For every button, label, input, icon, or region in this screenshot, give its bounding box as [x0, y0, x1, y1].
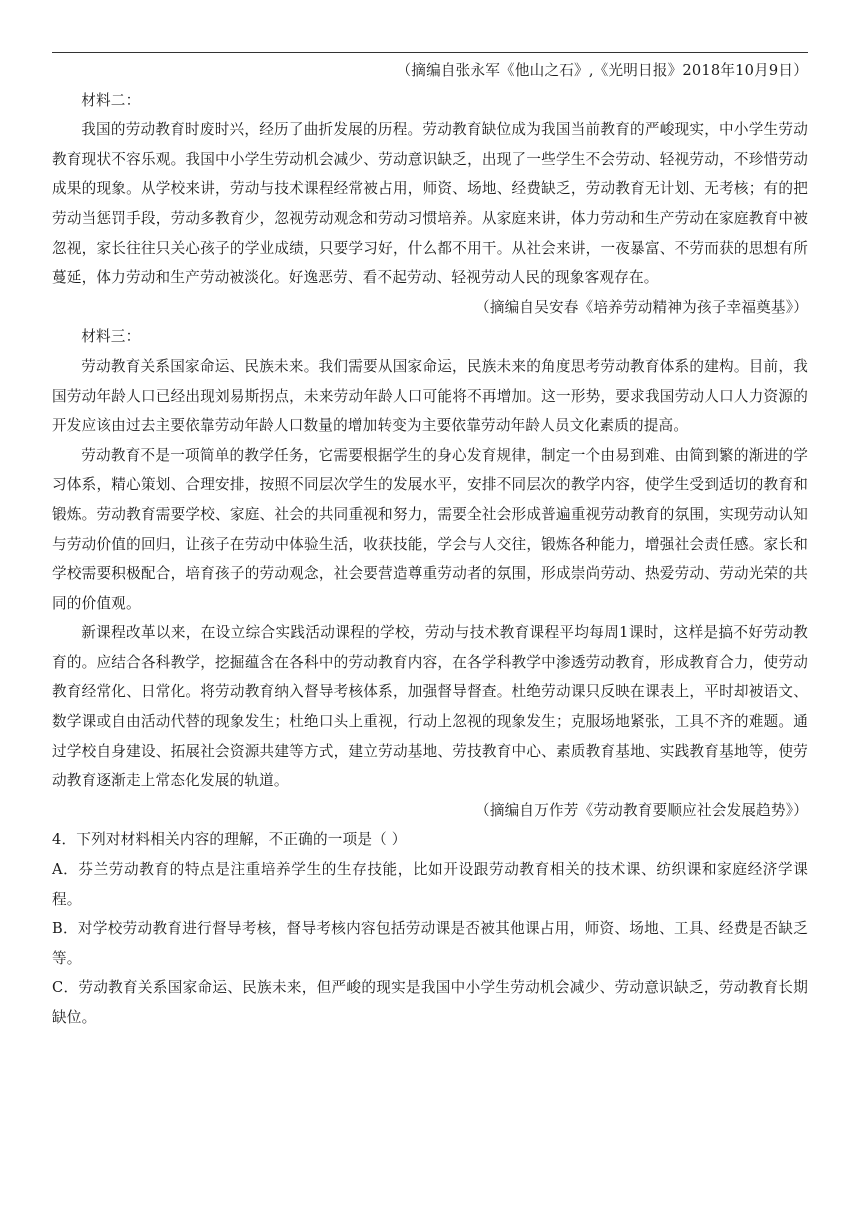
material-2-label: 材料二： — [81, 91, 141, 109]
material-2-paragraph: 我国的劳动教育时废时兴，经历了曲折发展的历程。劳动教育缺位成为我国当前教育的严峻现实，中小学生劳动教育现状不容乐观。我国中小学生劳动机会减少、劳动意识缺乏，出现了一些学生不会劳动、轻视劳动，不珍惜劳动成果的现象。从学校来讲，劳动与技术课程经常被占用，师资、场地、经费缺乏，劳动教育无计划、无考核；有的把劳动当惩罚手段，劳动多教育少，忽视劳动观念和劳动习惯培养。从家庭来讲，体力劳动和生产劳动在家庭教育中被忽视，家长往往只关心孩子的学业成绩，只要学习好，什么都不用干。从社会来讲，一夜暴富、不劳而获的思想有所蔓延，体力劳动和生产劳动被淡化。好逸恶劳、看不起劳动、轻视劳动人民的现象客观存在。 — [52, 121, 808, 287]
material-3-paragraph: 新课程改革以来，在设立综合实践活动课程的学校，劳动与技术教育课程平均每周1课时，这样是搞不好劳动教育的。应结合各科教学，挖掘蕴含在各科中的劳动教育内容，在各学科教学中渗透劳动教育，形成教育合力，使劳动教育经常化、日常化。将劳动教育纳入督导考核体系，加强督导督查。杜绝劳动课只反映在课表上，平时却被语文、数学课或自由活动代替的现象发生；杜绝口头上重视，行动上忽视的现象发生；克服场地紧张，工具不齐的难题。通过学校自身建设、拓展社会资源共建等方式，建立劳动基地、劳技教育中心、素质教育基地、实践教育基地等，使劳动教育逐渐走上常态化发展的轨道。 — [52, 624, 808, 790]
material-3-label: 材料三： — [81, 328, 141, 346]
source-citation-2: （摘编自吴安春《培养劳动精神为孩子幸福奠基》） — [475, 298, 808, 316]
option-a: A．芬兰劳动教育的特点是注重培养学生的生存技能，比如开设跟劳动教育相关的技术课、纺织课和家庭经济学课程。 — [52, 861, 808, 908]
source-citation-1: （摘编自张永军《他山之石》,《光明日报》2018年10月9日） — [396, 62, 808, 79]
material-3-paragraph: 劳动教育不是一项简单的教学任务，它需要根据学生的身心发育规律，制定一个由易到难、由简到繁的渐进的学习体系，精心策划、合理安排，按照不同层次学生的发展水平，安排不同层次的教学内容，使学生受到适切的教育和锻炼。劳动教育需要学校、家庭、社会的共同重视和努力，需要全社会形成普遍重视劳动教育的氛围，实现劳动认知与劳动价值的回归，让孩子在劳动中体验生活，收获技能，学会与人交往，锻炼各种能力，增强社会责任感。家长和学校需要积极配合，培育孩子的劳动观念，社会要营造尊重劳动者的氛围，形成崇尚劳动、热爱劳动、劳动光荣的共同的价值观。 — [52, 446, 808, 612]
document-body — [52, 56, 808, 1033]
option-b: B．对学校劳动教育进行督导考核，督导考核内容包括劳动课是否被其他课占用，师资、场地、工具、经费是否缺乏等。 — [52, 920, 808, 967]
header-rule — [52, 52, 808, 53]
material-3-paragraph: 劳动教育关系国家命运、民族未来。我们需要从国家命运，民族未来的角度思考劳动教育体系的建构。目前，我国劳动年龄人口已经出现刘易斯拐点，未来劳动年龄人口可能将不再增加。这一形势，要求我国劳动人口人力资源的开发应该由过去主要依靠劳动年龄人口数量的增加转变为主要依靠劳动年龄人员文化素质的提高。 — [52, 357, 808, 435]
question-stem: 4．下列对材料相关内容的理解，不正确的一项是（ ） — [52, 831, 407, 849]
source-citation-3: （摘编自万作芳《劳动教育要顺应社会发展趋势》） — [475, 801, 808, 819]
option-c: C．劳动教育关系国家命运、民族未来，但严峻的现实是我国中小学生劳动机会减少、劳动意识缺乏，劳动教育长期缺位。 — [52, 979, 808, 1026]
